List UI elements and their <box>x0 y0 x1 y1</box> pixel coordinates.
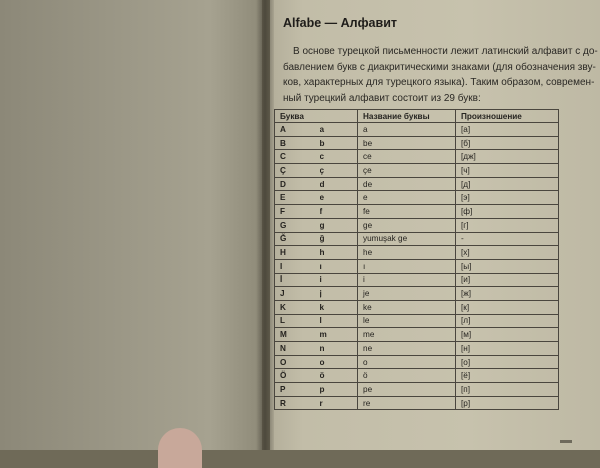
letter-pronunciation: [р] <box>456 396 559 410</box>
letter-lower: ı <box>320 259 358 273</box>
letter-upper: M <box>275 328 320 342</box>
letter-name: ke <box>358 300 456 314</box>
letter-lower: n <box>320 342 358 356</box>
letter-upper: Ö <box>275 369 320 383</box>
table-row <box>275 342 559 356</box>
letter-pronunciation: [э] <box>456 191 559 205</box>
letter-name: me <box>358 328 456 342</box>
letter-pronunciation: [м] <box>456 328 559 342</box>
table-row <box>275 273 559 287</box>
letter-lower: e <box>320 191 358 205</box>
table-row <box>275 191 559 205</box>
intro-paragraph <box>283 44 598 106</box>
letter-name: ne <box>358 342 456 356</box>
letter-upper: K <box>275 300 320 314</box>
letter-name: re <box>358 396 456 410</box>
table-row <box>275 177 559 191</box>
page-heading: Alfabe — Алфавит <box>283 16 397 30</box>
letter-lower: f <box>320 205 358 219</box>
header-name: Название буквы <box>358 110 456 123</box>
letter-pronunciation: [а] <box>456 123 559 137</box>
letter-lower: o <box>320 355 358 369</box>
letter-pronunciation: [ч] <box>456 164 559 178</box>
letter-name: pe <box>358 383 456 397</box>
letter-pronunciation: [и] <box>456 273 559 287</box>
table-row <box>275 300 559 314</box>
letter-name: a <box>358 123 456 137</box>
table-row <box>275 150 559 164</box>
thumb <box>158 428 202 468</box>
letter-upper: C <box>275 150 320 164</box>
header-letter: Буква <box>275 110 358 123</box>
letter-pronunciation: [дж] <box>456 150 559 164</box>
paragraph-line: ный турецкий алфавит состоит из 29 букв: <box>283 92 481 104</box>
letter-pronunciation: [ё] <box>456 369 559 383</box>
letter-upper: N <box>275 342 320 356</box>
table-row <box>275 246 559 260</box>
letter-name: le <box>358 314 456 328</box>
letter-name: o <box>358 355 456 369</box>
paragraph-line: ков, характерных для турецкого языка). Таким образом, современ- <box>283 77 595 88</box>
letter-upper: R <box>275 396 320 410</box>
letter-lower: l <box>320 314 358 328</box>
letter-upper: P <box>275 383 320 397</box>
letter-lower: d <box>320 177 358 191</box>
table-row <box>275 355 559 369</box>
letter-pronunciation: [н] <box>456 342 559 356</box>
letter-upper: A <box>275 123 320 137</box>
letter-lower: i <box>320 273 358 287</box>
letter-lower: a <box>320 123 358 137</box>
letter-pronunciation: [д] <box>456 177 559 191</box>
letter-upper: E <box>275 191 320 205</box>
letter-name: de <box>358 177 456 191</box>
letter-lower: h <box>320 246 358 260</box>
letter-lower: b <box>320 136 358 150</box>
letter-name: ı <box>358 259 456 273</box>
letter-upper: H <box>275 246 320 260</box>
letter-pronunciation: [п] <box>456 383 559 397</box>
letter-name: ge <box>358 218 456 232</box>
letter-pronunciation: [о] <box>456 355 559 369</box>
page-number-mark <box>560 440 572 443</box>
letter-upper: J <box>275 287 320 301</box>
table-row <box>275 259 559 273</box>
letter-pronunciation: - <box>456 232 559 246</box>
letter-upper: İ <box>275 273 320 287</box>
letter-upper: O <box>275 355 320 369</box>
letter-lower: ö <box>320 369 358 383</box>
letter-pronunciation: [г] <box>456 218 559 232</box>
table-body <box>275 123 559 410</box>
letter-pronunciation: [л] <box>456 314 559 328</box>
letter-name: ce <box>358 150 456 164</box>
letter-name: yumuşak ge <box>358 232 456 246</box>
letter-lower: ç <box>320 164 358 178</box>
table-row <box>275 164 559 178</box>
letter-name: çe <box>358 164 456 178</box>
letter-upper: D <box>275 177 320 191</box>
table-row <box>275 287 559 301</box>
letter-lower: m <box>320 328 358 342</box>
book-gutter <box>256 0 274 450</box>
letter-name: fe <box>358 205 456 219</box>
letter-name: ö <box>358 369 456 383</box>
letter-lower: g <box>320 218 358 232</box>
table-row <box>275 328 559 342</box>
table-row <box>275 123 559 137</box>
letter-pronunciation: [х] <box>456 246 559 260</box>
left-page <box>0 0 262 450</box>
letter-upper: L <box>275 314 320 328</box>
table-row <box>275 205 559 219</box>
letter-upper: G <box>275 218 320 232</box>
paragraph-line: В основе турецкой письменности лежит латинский алфавит с до- <box>293 46 598 57</box>
letter-lower: c <box>320 150 358 164</box>
letter-lower: ğ <box>320 232 358 246</box>
paragraph-line: бавлением букв с диакритическими знаками (для обозначения зву- <box>283 61 596 73</box>
letter-lower: j <box>320 287 358 301</box>
letter-name: je <box>358 287 456 301</box>
letter-name: e <box>358 191 456 205</box>
letter-pronunciation: [ы] <box>456 259 559 273</box>
header-pronunciation: Произношение <box>456 110 559 123</box>
letter-pronunciation: [б] <box>456 136 559 150</box>
letter-name: i <box>358 273 456 287</box>
letter-lower: p <box>320 383 358 397</box>
letter-name: be <box>358 136 456 150</box>
table-row <box>275 369 559 383</box>
table-header-row <box>275 110 559 123</box>
alphabet-table <box>274 109 559 410</box>
letter-upper: I <box>275 259 320 273</box>
table-row <box>275 136 559 150</box>
letter-upper: F <box>275 205 320 219</box>
letter-upper: B <box>275 136 320 150</box>
table-row <box>275 218 559 232</box>
letter-pronunciation: [ж] <box>456 287 559 301</box>
letter-pronunciation: [к] <box>456 300 559 314</box>
letter-upper: Ç <box>275 164 320 178</box>
letter-name: he <box>358 246 456 260</box>
letter-lower: r <box>320 396 358 410</box>
letter-pronunciation: [ф] <box>456 205 559 219</box>
table-row <box>275 383 559 397</box>
table-row <box>275 396 559 410</box>
table-row <box>275 232 559 246</box>
table-row <box>275 314 559 328</box>
letter-lower: k <box>320 300 358 314</box>
letter-upper: Ğ <box>275 232 320 246</box>
